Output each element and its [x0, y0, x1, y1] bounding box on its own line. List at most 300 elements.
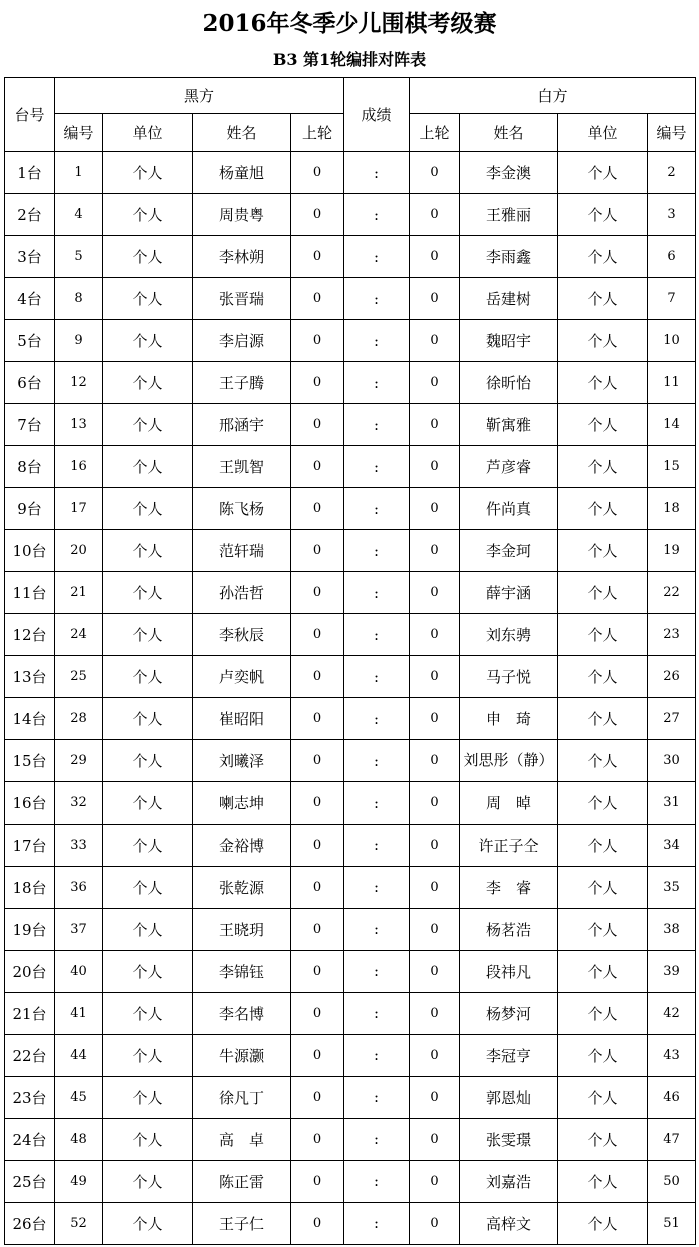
white-name-cell: 王雅丽	[460, 194, 558, 236]
black-name-cell: 卢奕帆	[193, 656, 291, 698]
score-cell: :	[344, 1160, 410, 1202]
white-no-cell: 47	[648, 1118, 696, 1160]
white-name-cell: 李雨鑫	[460, 236, 558, 278]
white-name-cell: 李金珂	[460, 530, 558, 572]
white-prev-round-cell: 0	[410, 362, 460, 404]
black-unit-cell: 个人	[103, 782, 193, 824]
table-no-cell: 8台	[5, 446, 55, 488]
black-prev-round-cell: 0	[291, 656, 344, 698]
table-no-cell: 7台	[5, 404, 55, 446]
white-unit-cell: 个人	[558, 1076, 648, 1118]
black-unit-cell: 个人	[103, 1202, 193, 1244]
score-cell: :	[344, 1076, 410, 1118]
white-name-cell: 杨茗浩	[460, 908, 558, 950]
white-prev-round-cell: 0	[410, 320, 460, 362]
black-prev-round-cell: 0	[291, 194, 344, 236]
table-no-cell: 21台	[5, 992, 55, 1034]
table-row	[5, 404, 696, 446]
black-no-cell: 16	[55, 446, 103, 488]
white-unit-cell: 个人	[558, 866, 648, 908]
white-no-cell: 10	[648, 320, 696, 362]
black-prev-round-cell: 0	[291, 614, 344, 656]
white-unit-cell: 个人	[558, 782, 648, 824]
white-unit-cell: 个人	[558, 446, 648, 488]
black-name-cell: 张晋瑞	[193, 278, 291, 320]
black-unit-cell: 个人	[103, 1034, 193, 1076]
black-unit-cell: 个人	[103, 278, 193, 320]
header-black-unit: 单位	[103, 114, 193, 152]
black-prev-round-cell: 0	[291, 1076, 344, 1118]
white-prev-round-cell: 0	[410, 530, 460, 572]
table-no-cell: 20台	[5, 950, 55, 992]
black-unit-cell: 个人	[103, 908, 193, 950]
black-prev-round-cell: 0	[291, 1034, 344, 1076]
white-name-cell: 芦彦睿	[460, 446, 558, 488]
white-prev-round-cell: 0	[410, 950, 460, 992]
table-row	[5, 278, 696, 320]
black-prev-round-cell: 0	[291, 1202, 344, 1244]
black-no-cell: 9	[55, 320, 103, 362]
white-name-cell: 段祎凡	[460, 950, 558, 992]
white-name-cell: 李金澳	[460, 152, 558, 194]
table-no-cell: 10台	[5, 530, 55, 572]
table-no-cell: 15台	[5, 740, 55, 782]
white-prev-round-cell: 0	[410, 1202, 460, 1244]
black-name-cell: 金裕博	[193, 824, 291, 866]
white-name-cell: 郭恩灿	[460, 1076, 558, 1118]
white-unit-cell: 个人	[558, 572, 648, 614]
table-no-cell: 17台	[5, 824, 55, 866]
black-no-cell: 28	[55, 698, 103, 740]
black-name-cell: 杨童旭	[193, 152, 291, 194]
black-unit-cell: 个人	[103, 950, 193, 992]
white-no-cell: 38	[648, 908, 696, 950]
table-no-cell: 25台	[5, 1160, 55, 1202]
black-no-cell: 29	[55, 740, 103, 782]
white-unit-cell: 个人	[558, 1202, 648, 1244]
white-name-cell: 高梓文	[460, 1202, 558, 1244]
black-prev-round-cell: 0	[291, 530, 344, 572]
header-white: 白方	[410, 78, 696, 114]
table-row	[5, 194, 696, 236]
black-name-cell: 王子仁	[193, 1202, 291, 1244]
white-no-cell: 42	[648, 992, 696, 1034]
white-unit-cell: 个人	[558, 614, 648, 656]
black-unit-cell: 个人	[103, 740, 193, 782]
table-no-cell: 14台	[5, 698, 55, 740]
header-white-name: 姓名	[460, 114, 558, 152]
white-no-cell: 51	[648, 1202, 696, 1244]
score-cell: :	[344, 446, 410, 488]
black-name-cell: 李名博	[193, 992, 291, 1034]
white-unit-cell: 个人	[558, 950, 648, 992]
black-unit-cell: 个人	[103, 362, 193, 404]
table-no-cell: 3台	[5, 236, 55, 278]
black-name-cell: 孙浩哲	[193, 572, 291, 614]
white-name-cell: 徐昕怡	[460, 362, 558, 404]
score-cell: :	[344, 278, 410, 320]
white-no-cell: 22	[648, 572, 696, 614]
black-unit-cell: 个人	[103, 656, 193, 698]
white-unit-cell: 个人	[558, 1034, 648, 1076]
table-no-cell: 24台	[5, 1118, 55, 1160]
white-name-cell: 杨梦河	[460, 992, 558, 1034]
table-row	[5, 236, 696, 278]
black-unit-cell: 个人	[103, 572, 193, 614]
black-no-cell: 32	[55, 782, 103, 824]
table-no-cell: 23台	[5, 1076, 55, 1118]
table-row	[5, 1202, 696, 1244]
white-unit-cell: 个人	[558, 320, 648, 362]
black-prev-round-cell: 0	[291, 152, 344, 194]
white-prev-round-cell: 0	[410, 614, 460, 656]
black-no-cell: 33	[55, 824, 103, 866]
white-name-cell: 刘思彤（静）	[460, 740, 558, 782]
white-name-cell: 周 晫	[460, 782, 558, 824]
score-cell: :	[344, 698, 410, 740]
score-cell: :	[344, 908, 410, 950]
black-unit-cell: 个人	[103, 446, 193, 488]
score-cell: :	[344, 1034, 410, 1076]
white-unit-cell: 个人	[558, 1160, 648, 1202]
black-name-cell: 邢涵宇	[193, 404, 291, 446]
black-no-cell: 1	[55, 152, 103, 194]
white-prev-round-cell: 0	[410, 236, 460, 278]
header-black-name: 姓名	[193, 114, 291, 152]
score-cell: :	[344, 572, 410, 614]
black-no-cell: 20	[55, 530, 103, 572]
white-prev-round-cell: 0	[410, 404, 460, 446]
black-no-cell: 48	[55, 1118, 103, 1160]
black-unit-cell: 个人	[103, 698, 193, 740]
black-name-cell: 王凯智	[193, 446, 291, 488]
black-prev-round-cell: 0	[291, 362, 344, 404]
table-row	[5, 824, 696, 866]
white-unit-cell: 个人	[558, 362, 648, 404]
header-white-prev: 上轮	[410, 114, 460, 152]
table-row	[5, 530, 696, 572]
black-unit-cell: 个人	[103, 320, 193, 362]
white-no-cell: 18	[648, 488, 696, 530]
white-name-cell: 马子悦	[460, 656, 558, 698]
document-subtitle: B3 第1轮编排对阵表	[272, 50, 427, 69]
white-name-cell: 刘嘉浩	[460, 1160, 558, 1202]
black-no-cell: 13	[55, 404, 103, 446]
black-no-cell: 41	[55, 992, 103, 1034]
black-unit-cell: 个人	[103, 866, 193, 908]
black-prev-round-cell: 0	[291, 236, 344, 278]
black-no-cell: 37	[55, 908, 103, 950]
table-row	[5, 1076, 696, 1118]
score-cell: :	[344, 236, 410, 278]
black-name-cell: 周贵粤	[193, 194, 291, 236]
score-cell: :	[344, 950, 410, 992]
white-name-cell: 岳建树	[460, 278, 558, 320]
score-cell: :	[344, 614, 410, 656]
black-no-cell: 5	[55, 236, 103, 278]
white-no-cell: 50	[648, 1160, 696, 1202]
white-no-cell: 43	[648, 1034, 696, 1076]
black-prev-round-cell: 0	[291, 698, 344, 740]
white-no-cell: 31	[648, 782, 696, 824]
white-unit-cell: 个人	[558, 1118, 648, 1160]
header-score: 成绩	[344, 78, 410, 152]
black-name-cell: 王晓玥	[193, 908, 291, 950]
white-prev-round-cell: 0	[410, 1076, 460, 1118]
black-unit-cell: 个人	[103, 404, 193, 446]
black-name-cell: 高 卓	[193, 1118, 291, 1160]
black-no-cell: 17	[55, 488, 103, 530]
black-prev-round-cell: 0	[291, 992, 344, 1034]
black-no-cell: 36	[55, 866, 103, 908]
table-row	[5, 656, 696, 698]
black-name-cell: 徐凡丁	[193, 1076, 291, 1118]
white-no-cell: 34	[648, 824, 696, 866]
table-row	[5, 908, 696, 950]
table-no-cell: 22台	[5, 1034, 55, 1076]
table-no-cell: 4台	[5, 278, 55, 320]
white-name-cell: 刘东骋	[460, 614, 558, 656]
table-row	[5, 950, 696, 992]
white-prev-round-cell: 0	[410, 824, 460, 866]
table-no-cell: 13台	[5, 656, 55, 698]
score-cell: :	[344, 404, 410, 446]
white-prev-round-cell: 0	[410, 488, 460, 530]
white-no-cell: 3	[648, 194, 696, 236]
black-name-cell: 喇志坤	[193, 782, 291, 824]
white-unit-cell: 个人	[558, 404, 648, 446]
black-unit-cell: 个人	[103, 1118, 193, 1160]
score-cell: :	[344, 488, 410, 530]
black-no-cell: 8	[55, 278, 103, 320]
score-cell: :	[344, 740, 410, 782]
black-name-cell: 陈正雷	[193, 1160, 291, 1202]
score-cell: :	[344, 320, 410, 362]
table-no-cell: 12台	[5, 614, 55, 656]
score-cell: :	[344, 530, 410, 572]
white-unit-cell: 个人	[558, 278, 648, 320]
table-row	[5, 614, 696, 656]
black-prev-round-cell: 0	[291, 278, 344, 320]
score-cell: :	[344, 152, 410, 194]
black-prev-round-cell: 0	[291, 446, 344, 488]
black-unit-cell: 个人	[103, 152, 193, 194]
black-unit-cell: 个人	[103, 614, 193, 656]
black-unit-cell: 个人	[103, 992, 193, 1034]
black-no-cell: 44	[55, 1034, 103, 1076]
table-no-cell: 19台	[5, 908, 55, 950]
white-name-cell: 许正子仝	[460, 824, 558, 866]
black-prev-round-cell: 0	[291, 320, 344, 362]
black-no-cell: 21	[55, 572, 103, 614]
score-cell: :	[344, 362, 410, 404]
white-no-cell: 2	[648, 152, 696, 194]
white-no-cell: 11	[648, 362, 696, 404]
table-no-cell: 16台	[5, 782, 55, 824]
table-no-cell: 26台	[5, 1202, 55, 1244]
table-row	[5, 992, 696, 1034]
black-name-cell: 李秋辰	[193, 614, 291, 656]
table-row	[5, 320, 696, 362]
black-name-cell: 李林朔	[193, 236, 291, 278]
white-name-cell: 仵尚真	[460, 488, 558, 530]
white-prev-round-cell: 0	[410, 278, 460, 320]
black-unit-cell: 个人	[103, 1160, 193, 1202]
white-prev-round-cell: 0	[410, 1160, 460, 1202]
black-name-cell: 牛源灏	[193, 1034, 291, 1076]
white-unit-cell: 个人	[558, 824, 648, 866]
white-no-cell: 23	[648, 614, 696, 656]
black-prev-round-cell: 0	[291, 488, 344, 530]
black-unit-cell: 个人	[103, 194, 193, 236]
black-no-cell: 52	[55, 1202, 103, 1244]
black-name-cell: 张乾源	[193, 866, 291, 908]
white-unit-cell: 个人	[558, 740, 648, 782]
pairing-table	[4, 77, 696, 1245]
black-name-cell: 范轩瑞	[193, 530, 291, 572]
score-cell: :	[344, 866, 410, 908]
table-no-cell: 2台	[5, 194, 55, 236]
table-row	[5, 740, 696, 782]
black-no-cell: 25	[55, 656, 103, 698]
score-cell: :	[344, 1118, 410, 1160]
white-prev-round-cell: 0	[410, 194, 460, 236]
black-unit-cell: 个人	[103, 824, 193, 866]
white-no-cell: 14	[648, 404, 696, 446]
black-no-cell: 24	[55, 614, 103, 656]
white-unit-cell: 个人	[558, 530, 648, 572]
white-unit-cell: 个人	[558, 992, 648, 1034]
white-no-cell: 27	[648, 698, 696, 740]
table-no-cell: 6台	[5, 362, 55, 404]
white-prev-round-cell: 0	[410, 782, 460, 824]
black-prev-round-cell: 0	[291, 908, 344, 950]
white-unit-cell: 个人	[558, 698, 648, 740]
white-no-cell: 7	[648, 278, 696, 320]
white-unit-cell: 个人	[558, 908, 648, 950]
score-cell: :	[344, 782, 410, 824]
black-name-cell: 李启源	[193, 320, 291, 362]
white-name-cell: 薛宇涵	[460, 572, 558, 614]
white-no-cell: 19	[648, 530, 696, 572]
black-unit-cell: 个人	[103, 488, 193, 530]
white-prev-round-cell: 0	[410, 908, 460, 950]
black-prev-round-cell: 0	[291, 782, 344, 824]
table-row	[5, 488, 696, 530]
black-prev-round-cell: 0	[291, 572, 344, 614]
white-name-cell: 李冠亨	[460, 1034, 558, 1076]
black-prev-round-cell: 0	[291, 1118, 344, 1160]
white-prev-round-cell: 0	[410, 698, 460, 740]
black-prev-round-cell: 0	[291, 404, 344, 446]
score-cell: :	[344, 992, 410, 1034]
header-table-no: 台号	[5, 78, 55, 152]
black-unit-cell: 个人	[103, 530, 193, 572]
table-row	[5, 572, 696, 614]
table-row	[5, 1160, 696, 1202]
white-prev-round-cell: 0	[410, 1034, 460, 1076]
black-name-cell: 王子腾	[193, 362, 291, 404]
header-black-no: 编号	[55, 114, 103, 152]
score-cell: :	[344, 656, 410, 698]
white-prev-round-cell: 0	[410, 446, 460, 488]
table-no-cell: 1台	[5, 152, 55, 194]
white-no-cell: 30	[648, 740, 696, 782]
black-unit-cell: 个人	[103, 236, 193, 278]
white-unit-cell: 个人	[558, 152, 648, 194]
white-prev-round-cell: 0	[410, 740, 460, 782]
white-no-cell: 39	[648, 950, 696, 992]
black-no-cell: 49	[55, 1160, 103, 1202]
white-prev-round-cell: 0	[410, 152, 460, 194]
table-no-cell: 5台	[5, 320, 55, 362]
black-prev-round-cell: 0	[291, 740, 344, 782]
black-no-cell: 12	[55, 362, 103, 404]
black-prev-round-cell: 0	[291, 824, 344, 866]
table-row	[5, 698, 696, 740]
header-white-unit: 单位	[558, 114, 648, 152]
white-no-cell: 6	[648, 236, 696, 278]
white-no-cell: 15	[648, 446, 696, 488]
header-black-prev: 上轮	[291, 114, 344, 152]
table-no-cell: 9台	[5, 488, 55, 530]
white-name-cell: 李 睿	[460, 866, 558, 908]
black-prev-round-cell: 0	[291, 866, 344, 908]
black-no-cell: 40	[55, 950, 103, 992]
black-name-cell: 李锦钰	[193, 950, 291, 992]
white-name-cell: 申 琦	[460, 698, 558, 740]
header-white-no: 编号	[648, 114, 696, 152]
black-prev-round-cell: 0	[291, 950, 344, 992]
white-unit-cell: 个人	[558, 194, 648, 236]
table-no-cell: 18台	[5, 866, 55, 908]
white-prev-round-cell: 0	[410, 572, 460, 614]
black-no-cell: 45	[55, 1076, 103, 1118]
header-black: 黑方	[55, 78, 344, 114]
white-unit-cell: 个人	[558, 656, 648, 698]
white-prev-round-cell: 0	[410, 656, 460, 698]
white-prev-round-cell: 0	[410, 1118, 460, 1160]
table-row	[5, 1034, 696, 1076]
white-name-cell: 靳寓雅	[460, 404, 558, 446]
white-no-cell: 46	[648, 1076, 696, 1118]
document-title: 2016年冬季少儿围棋考级赛	[202, 10, 497, 37]
table-row	[5, 782, 696, 824]
black-name-cell: 刘曦泽	[193, 740, 291, 782]
table-row	[5, 446, 696, 488]
white-prev-round-cell: 0	[410, 866, 460, 908]
table-row	[5, 866, 696, 908]
score-cell: :	[344, 1202, 410, 1244]
score-cell: :	[344, 824, 410, 866]
black-prev-round-cell: 0	[291, 1160, 344, 1202]
black-name-cell: 陈飞杨	[193, 488, 291, 530]
white-unit-cell: 个人	[558, 488, 648, 530]
black-no-cell: 4	[55, 194, 103, 236]
table-row	[5, 1118, 696, 1160]
table-row	[5, 152, 696, 194]
table-no-cell: 11台	[5, 572, 55, 614]
table-row	[5, 362, 696, 404]
score-cell: :	[344, 194, 410, 236]
black-name-cell: 崔昭阳	[193, 698, 291, 740]
white-name-cell: 魏昭宇	[460, 320, 558, 362]
white-prev-round-cell: 0	[410, 992, 460, 1034]
black-unit-cell: 个人	[103, 1076, 193, 1118]
white-name-cell: 张雯璟	[460, 1118, 558, 1160]
white-no-cell: 26	[648, 656, 696, 698]
white-unit-cell: 个人	[558, 236, 648, 278]
